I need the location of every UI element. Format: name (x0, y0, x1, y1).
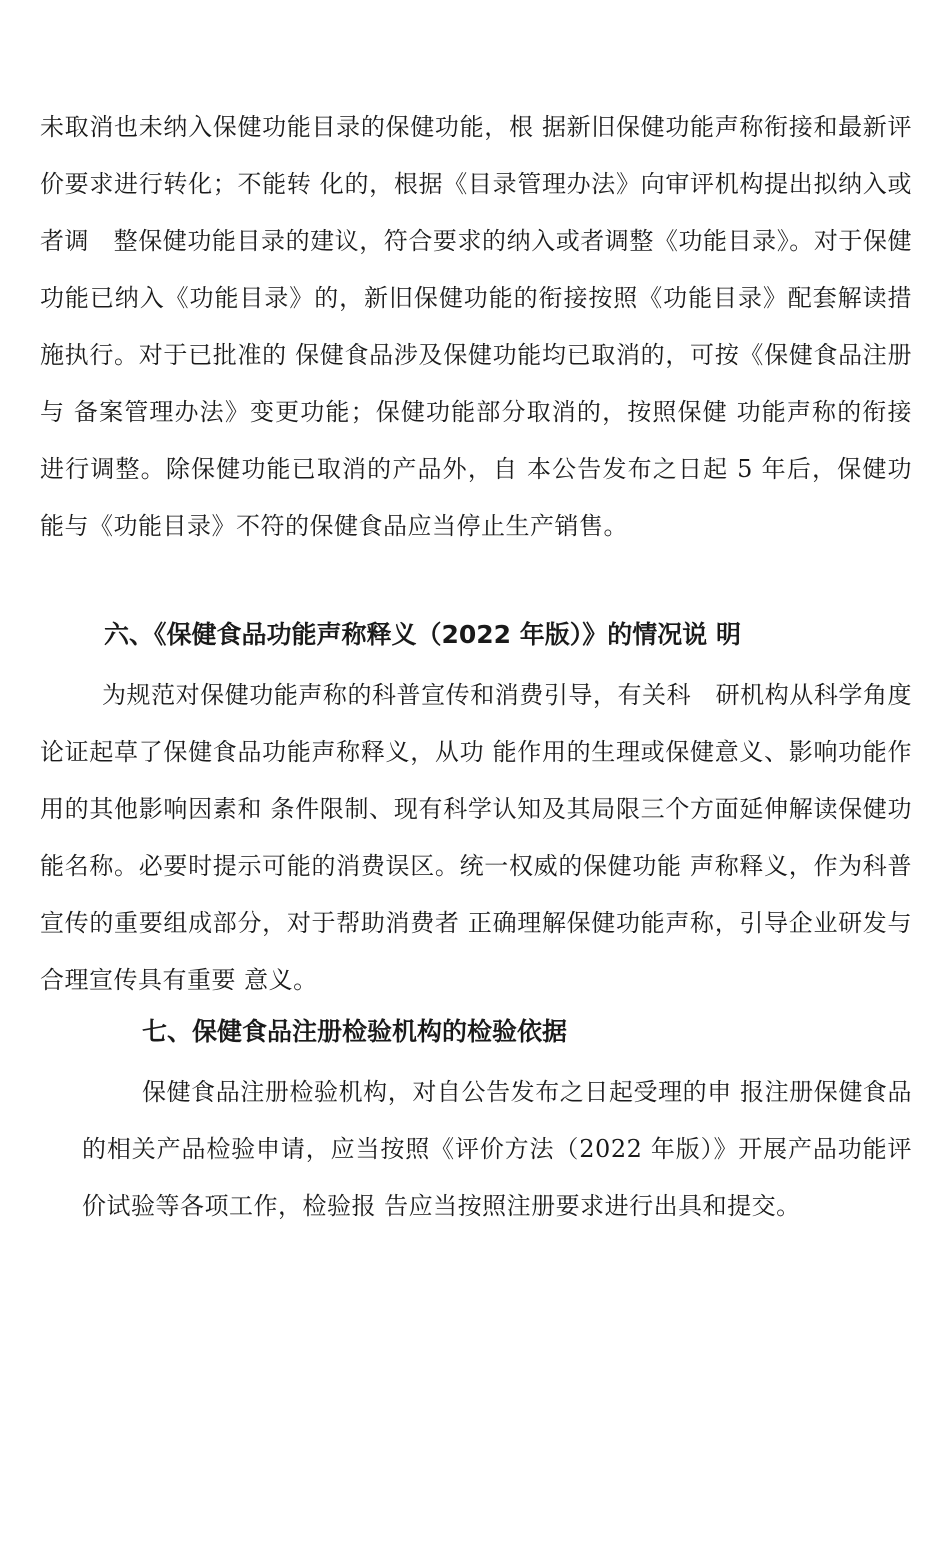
section-heading-seven: 七、保健食品注册检验机构的检验依据 (142, 1017, 568, 1046)
paragraph-function-interpretation: 为规范对保健功能声称的科普宣传和消费引导，有关科 研机构从科学角度论证起草了保健食品功能声称释义，从功 能作用的生理或保健意义、影响功能作用的其他影响因素和 条件限制、现有科学认知及其局限三个方面延伸解读保健功 能名称。必要时提示可能的消费误区。统一权威的保健功能 声称释义，作为科普宣传的重要组成部分，对于帮助消费者 正确理解保健功能声称，引导企业研发与合理宣传具有重要 意义。 (40, 681, 912, 994)
paragraph-inspection-basis: 保健食品注册检验机构，对自公告发布之日起受理的申 报注册保健食品的相关产品检验申请，应当按照《评价方法（2022 年版）》开展产品功能评价试验等各项工作，检验报 告应当按照注册要求进行出具和提交。 (82, 1078, 912, 1220)
paragraph-function-transition: 未取消也未纳入保健功能目录的保健功能，根 据新旧保健功能声称衔接和最新评价要求进行转化；不能转 化的，根据《目录管理办法》向审评机构提出拟纳入或者调 整保健功能目录的建议，符合要求的纳入或者调整《功能目录》。对于保健功能已纳入《功能目录》的，新旧保健功能的衔接按照《功能目录》配套解读措施执行。对于已批准的 保健食品涉及保健功能均已取消的，可按《保健食品注册与 备案管理办法》变更功能；保健功能部分取消的，按照保健 功能声称的衔接进行调整。除保健功能已取消的产品外，自 本公告发布之日起 5 年后，保健功能与《功能目录》不符的保健食品应当停止生产销售。 (40, 113, 912, 540)
section-heading-six: 六、《保健食品功能声称释义（2022 年版）》的情况说 明 (104, 620, 741, 649)
